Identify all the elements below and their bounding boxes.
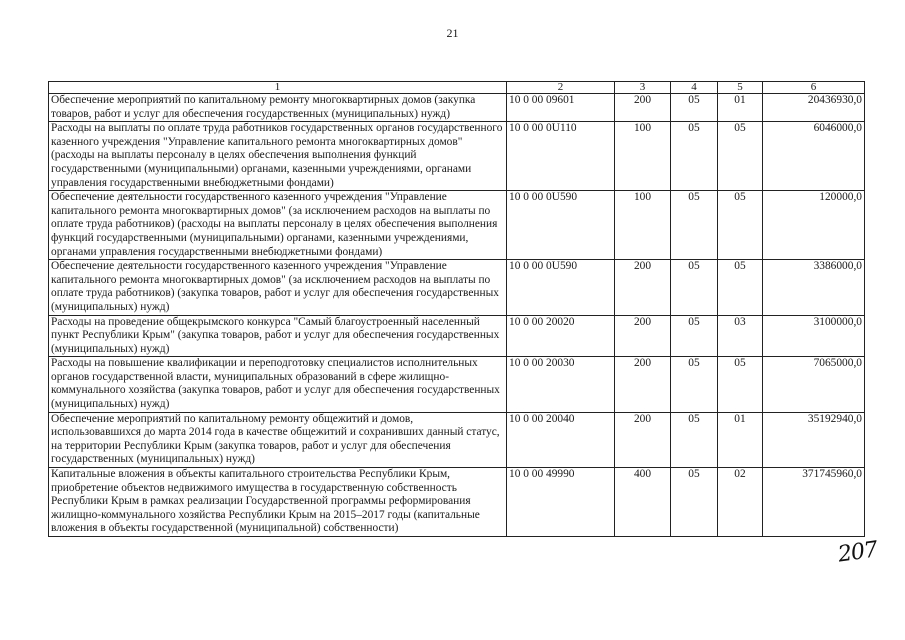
row-description: Расходы на выплаты по оплате труда работников государственных органов государственного казенного учреждения "Управление капитального ремонта многоквартирных домов" (расходы на выплаты персоналу в целях обеспечения выполнения функций государственными (муниципальными) органами, казенными учреждениями, органами управления государственными внебюджетными фондами) <box>49 122 507 191</box>
col-header-1: 1 <box>49 82 507 94</box>
row-subsection: 03 <box>718 315 763 357</box>
table-row <box>49 122 865 191</box>
col-header-3: 3 <box>615 82 671 94</box>
row-amount: 7065000,0 <box>763 357 865 412</box>
row-code: 10 0 00 0U590 <box>507 191 615 260</box>
handwritten-page-note: 207 <box>836 537 879 568</box>
page-number: 21 <box>446 26 459 40</box>
budget-table <box>48 81 865 537</box>
row-code: 10 0 00 49990 <box>507 468 615 537</box>
row-description: Расходы на повышение квалификации и переподготовку специалистов исполнительных органов государственной власти, муниципальных образований в сфере жилищно-коммунального хозяйства (закупка товаров, работ и услуг для обеспечения государственных (муниципальных) нужд) <box>49 357 507 412</box>
row-subsection: 05 <box>718 357 763 412</box>
row-code: 10 0 00 0U590 <box>507 260 615 315</box>
row-amount: 120000,0 <box>763 191 865 260</box>
table-row <box>49 94 865 122</box>
row-subsection: 01 <box>718 412 763 467</box>
col-header-5: 5 <box>718 82 763 94</box>
row-type: 100 <box>615 191 671 260</box>
row-type: 200 <box>615 412 671 467</box>
table-row <box>49 315 865 357</box>
row-description: Обеспечение мероприятий по капитальному ремонту общежитий и домов, использовавшихся до марта 2014 года в качестве общежитий и сохранивших данный статус, на территории Республики Крым (закупка товаров, работ и услуг для обеспечения государственных (муниципальных) нужд) <box>49 412 507 467</box>
table-row <box>49 357 865 412</box>
table-row <box>49 260 865 315</box>
row-code: 10 0 00 20030 <box>507 357 615 412</box>
table-row <box>49 412 865 467</box>
row-code: 10 0 00 20040 <box>507 412 615 467</box>
row-type: 200 <box>615 357 671 412</box>
row-section: 05 <box>671 315 718 357</box>
col-header-2: 2 <box>507 82 615 94</box>
row-amount: 20436930,0 <box>763 94 865 122</box>
row-subsection: 01 <box>718 94 763 122</box>
row-type: 200 <box>615 260 671 315</box>
row-section: 05 <box>671 122 718 191</box>
col-header-6: 6 <box>763 82 865 94</box>
row-amount: 3386000,0 <box>763 260 865 315</box>
row-amount: 35192940,0 <box>763 412 865 467</box>
row-subsection: 02 <box>718 468 763 537</box>
header-row <box>49 82 865 94</box>
row-type: 400 <box>615 468 671 537</box>
row-subsection: 05 <box>718 260 763 315</box>
row-type: 100 <box>615 122 671 191</box>
row-section: 05 <box>671 357 718 412</box>
row-code: 10 0 00 09601 <box>507 94 615 122</box>
row-code: 10 0 00 0U110 <box>507 122 615 191</box>
row-description: Обеспечение деятельности государственного казенного учреждения "Управление капитального ремонта многоквартирных домов" (за исключением расходов на выплаты по оплате труда работников) (расходы на выплаты персоналу в целях обеспечения выполнения функций государственными (муниципальными) органами, казенными учреждениями, органами управления государственными внебюджетными фондами) <box>49 191 507 260</box>
row-subsection: 05 <box>718 191 763 260</box>
row-amount: 371745960,0 <box>763 468 865 537</box>
row-type: 200 <box>615 315 671 357</box>
row-section: 05 <box>671 94 718 122</box>
row-description: Обеспечение деятельности государственного казенного учреждения "Управление капитального ремонта многоквартирных домов" (за исключением расходов на выплаты по оплате труда работников) (закупка товаров, работ и услуг для обеспечения государственных (муниципальных) нужд) <box>49 260 507 315</box>
table-row <box>49 191 865 260</box>
row-description: Расходы на проведение общекрымского конкурса "Самый благоустроенный населенный пункт Республики Крым" (закупка товаров, работ и услуг для обеспечения государственных (муниципальных) нужд) <box>49 315 507 357</box>
row-section: 05 <box>671 412 718 467</box>
row-section: 05 <box>671 191 718 260</box>
row-description: Обеспечение мероприятий по капитальному ремонту многоквартирных домов (закупка товаров, работ и услуг для обеспечения государственных (муниципальных) нужд) <box>49 94 507 122</box>
row-description: Капитальные вложения в объекты капитального строительства Республики Крым, приобретение объектов недвижимого имущества в государственную собственность Республики Крым в рамках реализации Государственной программы реформирования жилищно-коммунального хозяйства Республики Крым на 2015–2017 годы (капитальные вложения в объекты государственной (муниципальной) собственности) <box>49 468 507 537</box>
row-section: 05 <box>671 468 718 537</box>
row-section: 05 <box>671 260 718 315</box>
col-header-4: 4 <box>671 82 718 94</box>
row-type: 200 <box>615 94 671 122</box>
row-amount: 3100000,0 <box>763 315 865 357</box>
row-amount: 6046000,0 <box>763 122 865 191</box>
row-subsection: 05 <box>718 122 763 191</box>
row-code: 10 0 00 20020 <box>507 315 615 357</box>
table-row <box>49 468 865 537</box>
